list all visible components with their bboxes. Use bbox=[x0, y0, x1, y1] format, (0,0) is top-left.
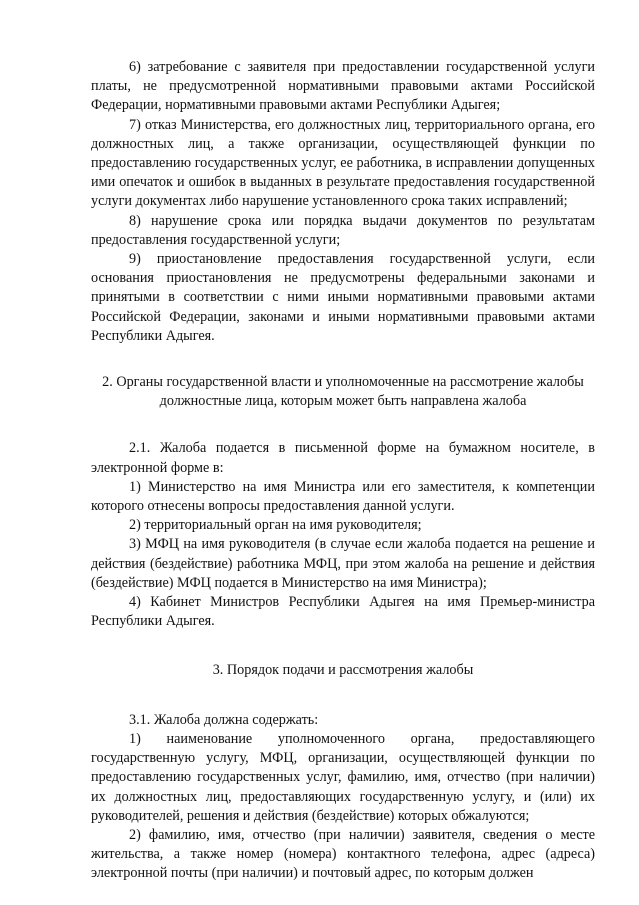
document-body bbox=[91, 58, 595, 884]
clause-3-1-item-2: 2) фамилию, имя, отчество (при наличии) заявителя, сведения о месте жительства, а также номер (номера) контактного телефона, адрес (адреса) электронной почты (при наличии) и почтовый адрес, по которым должен bbox=[91, 826, 595, 882]
clause-2-1-item-3: 3) МФЦ на имя руководителя (в случае если жалоба подается на решение и действия (бездействие) работника МФЦ, при этом жалоба на решение и действия (бездействие) МФЦ подается в Министерство на имя Министра); bbox=[91, 536, 595, 591]
section-spacer bbox=[91, 681, 595, 711]
clause-3-1-item-1: 1) наименование уполномоченного органа, предоставляющего государственную услугу, МФЦ, организации, осуществляющей функции по предоставлению государственных услуг, фамилию, имя, отчество (при наличии) их должностных лиц, предоставляющих государственную услугу, и (или) их руководителей, решения и действия (бездействие) которых обжалуются; bbox=[91, 730, 595, 824]
clause-3-1-paragraph: 3.1. Жалоба должна содержать: bbox=[129, 711, 319, 728]
section-spacer bbox=[91, 346, 595, 373]
clause-2-1-item-4: 4) Кабинет Министров Республики Адыгея на имя Премьер-министра Республики Адыгея. bbox=[91, 594, 595, 630]
item-9-paragraph: 9) приостановление предоставления государственной услуги, если основания приостановления не предусмотрены федеральными законами и принятыми в соответствии с ними иными нормативными правовыми актами Российской Федерации, законами и иными нормативными правовыми актами Республики Адыгея. bbox=[91, 251, 595, 344]
item-8-paragraph: 8) нарушение срока или порядка выдачи документов по результатам предоставления государственной услуги; bbox=[91, 212, 595, 248]
section-2-heading: 2. Органы государственной власти и уполномоченные на рассмотрение жалобы должностные лица, которым может быть направлена жалоба bbox=[102, 374, 584, 410]
section-3-heading: 3. Порядок подачи и рассмотрения жалобы bbox=[212, 662, 474, 679]
clause-2-1-paragraph: 2.1. Жалоба подается в письменной форме на бумажном носителе, в электронной форме в: bbox=[91, 440, 595, 476]
item-6-paragraph: 6) затребование с заявителя при предоставлении государственной услуги платы, не предусмотренной нормативными правовыми актами Российской Федерации, нормативными правовыми актами Республики Адыгея; bbox=[91, 59, 595, 114]
clause-2-1-item-1: 1) Министерство на имя Министра или его заместителя, к компетенции которого отнесены вопросы предоставления данной услуги. bbox=[91, 478, 595, 515]
section-spacer bbox=[91, 411, 595, 439]
clause-2-1-item-2: 2) территориальный орган на имя руководителя; bbox=[129, 517, 422, 534]
section-spacer bbox=[91, 631, 595, 661]
item-7-paragraph: 7) отказ Министерства, его должностных лиц, территориального органа, его должностных лиц, а также организации, осуществляющей функции по предоставлению государственных услуг, ее работника, в исправлении допущенных ими опечаток и ошибок в выданных в результате предоставления государственной услуги документах либо нарушение установленного срока таких исправлений; bbox=[91, 116, 595, 210]
